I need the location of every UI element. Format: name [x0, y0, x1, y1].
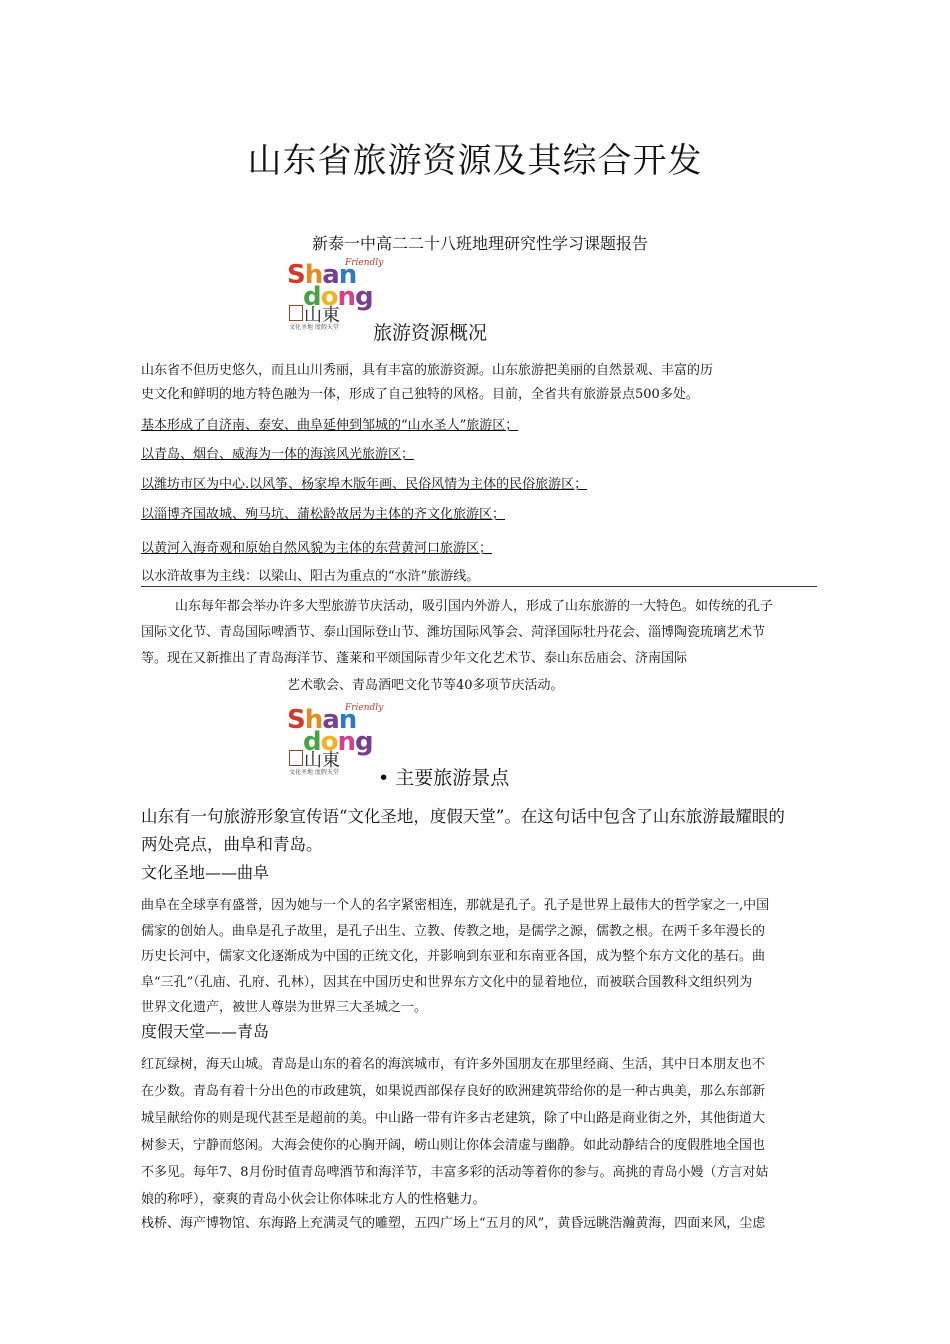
qingdao-line: 不多见。每年7、8月份时值青岛啤酒节和海洋节，丰富多彩的活动等着你的参与。高挑的青岛小嫚（方言对姑	[141, 1165, 769, 1180]
slogan-line-2: 两处亮点，曲阜和青岛。	[141, 835, 323, 854]
qingdao-paragraph	[141, 1051, 769, 1213]
qingdao-line: 红瓦绿树，海天山城。青岛是山东的着名的海滨城市，有许多外国朋友在那里经商、生活，其中日本朋友也不	[141, 1057, 766, 1072]
qingdao-line: 树参天，宁静而悠闲。大海会使你的心胸开阔，崂山则让你体会清虚与幽静。如此动静结合的度假胜地全国也	[141, 1138, 766, 1153]
logo-seal-icon	[289, 750, 303, 766]
logo-tagline: 文化圣地 度假天堂	[289, 324, 339, 331]
zone-item: 基本形成了自济南、泰安、曲阜延伸到邹城的“山水圣人”旅游区；	[141, 418, 519, 433]
last-line: 栈桥、海产博物馆、东海路上充满灵气的雕塑，五四广场上“五月的风”，黄昏远眺浩瀚黄海，四面来风，尘虑	[141, 1216, 766, 1231]
page-title: 山东省旅游资源及其综合开发	[247, 141, 703, 181]
logo-chinese-text: 山東	[304, 305, 340, 326]
logo-friendly-text: Friendly	[345, 258, 384, 268]
festival-line-1: 山东每年都会举办许多大型旅游节庆活动，吸引国内外游人，形成了山东旅游的一大特色。如传统的孔子	[175, 599, 774, 614]
festival-line-4: 艺术歌会、青岛酒吧文化节等40多项节庆活动。	[287, 678, 564, 693]
intro-line-2: 史文化和鲜明的地方特色融为一体，形成了自己独特的风格。目前，全省共有旅游景点500多处。	[141, 387, 699, 402]
logo-shan-word: Shan	[287, 705, 357, 735]
intro-line-1: 山东省不但历史悠久，而且山川秀丽，具有丰富的旅游资源。山东旅游把美丽的自然景观、丰富的历	[141, 363, 714, 378]
slogan-line-1: 山东有一句旅游形象宣传语“文化圣地，度假天堂”。在这句话中包含了山东旅游最耀眼的	[141, 807, 785, 826]
shandong-logo	[287, 258, 384, 331]
qufu-line: 世界文化遗产，被世人尊崇为世界三大圣城之一。	[141, 1000, 428, 1015]
section-heading-attractions: • 主要旅游景点	[378, 767, 510, 789]
logo-shan-word: Shan	[287, 260, 357, 290]
divider-line	[141, 586, 817, 587]
qufu-line: 阜“三孔”（孔庙、孔府、孔林），因其在中国历史和世界东方文化中的显着地位，而被联合国教科文组织列为	[141, 974, 753, 990]
qufu-paragraph	[141, 893, 769, 1021]
qingdao-line: 城呈献给你的则是现代甚至是超前的美。中山路一带有许多古老建筑，除了中山路是商业街之外，其他街道大	[141, 1111, 766, 1126]
qufu-line: 曲阜在全球享有盛誉，因为她与一个人的名字紧密相连，那就是孔子。孔子是世界上最伟大的哲学家之一,中国	[141, 898, 770, 913]
zone-item: 以黄河入海奇观和原始自然风貌为主体的东营黄河口旅游区；	[141, 541, 493, 556]
qufu-heading: 文化圣地——曲阜	[141, 863, 270, 882]
qingdao-heading: 度假天堂——青岛	[141, 1022, 270, 1041]
festival-line-2: 国际文化节、青岛国际啤酒节、泰山国际登山节、潍坊国际风筝会、菏泽国际牡丹花会、淄博陶瓷琉璃艺术节	[141, 625, 766, 640]
section-heading-overview: 旅游资源概况	[373, 322, 488, 344]
logo-chinese-text: 山東	[304, 750, 340, 771]
festival-line-3: 等。现在又新推出了青岛海洋节、蓬莱和平颂国际青少年文化艺术节、泰山东岳庙会、济南国际	[141, 651, 688, 666]
qufu-line: 历史长河中，儒家文化逐渐成为中国的正统文化，并影响到东亚和东南亚各国，成为整个东方文化的基石。曲	[141, 949, 766, 964]
qingdao-line: 在少数。青岛有着十分出色的市政建筑，如果说西部保存良好的欧洲建筑带给你的是一种古典美，那么东部新	[141, 1084, 766, 1099]
logo-dong-word: dong	[303, 282, 373, 312]
logo-seal-icon	[289, 305, 303, 321]
zone-item: 以水浒故事为主线：以梁山、阳古为重点的“水浒”旅游线。	[141, 569, 480, 584]
logo-tagline: 文化圣地 度假天堂	[289, 769, 339, 776]
logo-dong-word: dong	[303, 727, 373, 757]
shandong-logo	[287, 703, 384, 776]
zone-item: 以潍坊市区为中心.以风筝、杨家埠木版年画、民俗风情为主体的民俗旅游区；	[141, 477, 588, 492]
page-subtitle: 新泰一中高二二十八班地理研究性学习课题报告	[311, 234, 648, 253]
logo-friendly-text: Friendly	[345, 703, 384, 713]
qingdao-line: 娘的称呼），豪爽的青岛小伙会让你体味北方人的性格魅力。	[141, 1192, 486, 1207]
qufu-line: 儒家的创始人。曲阜是孔子故里，是孔子出生、立教、传教之地，是儒学之源，儒教之根。在两千多年漫长的	[141, 923, 766, 939]
zone-item: 以青岛、烟台、威海为一体的海滨风光旅游区；	[141, 447, 415, 462]
zone-item: 以淄博齐国故城、殉马坑、蒲松龄故居为主体的齐文化旅游区；	[141, 507, 506, 522]
